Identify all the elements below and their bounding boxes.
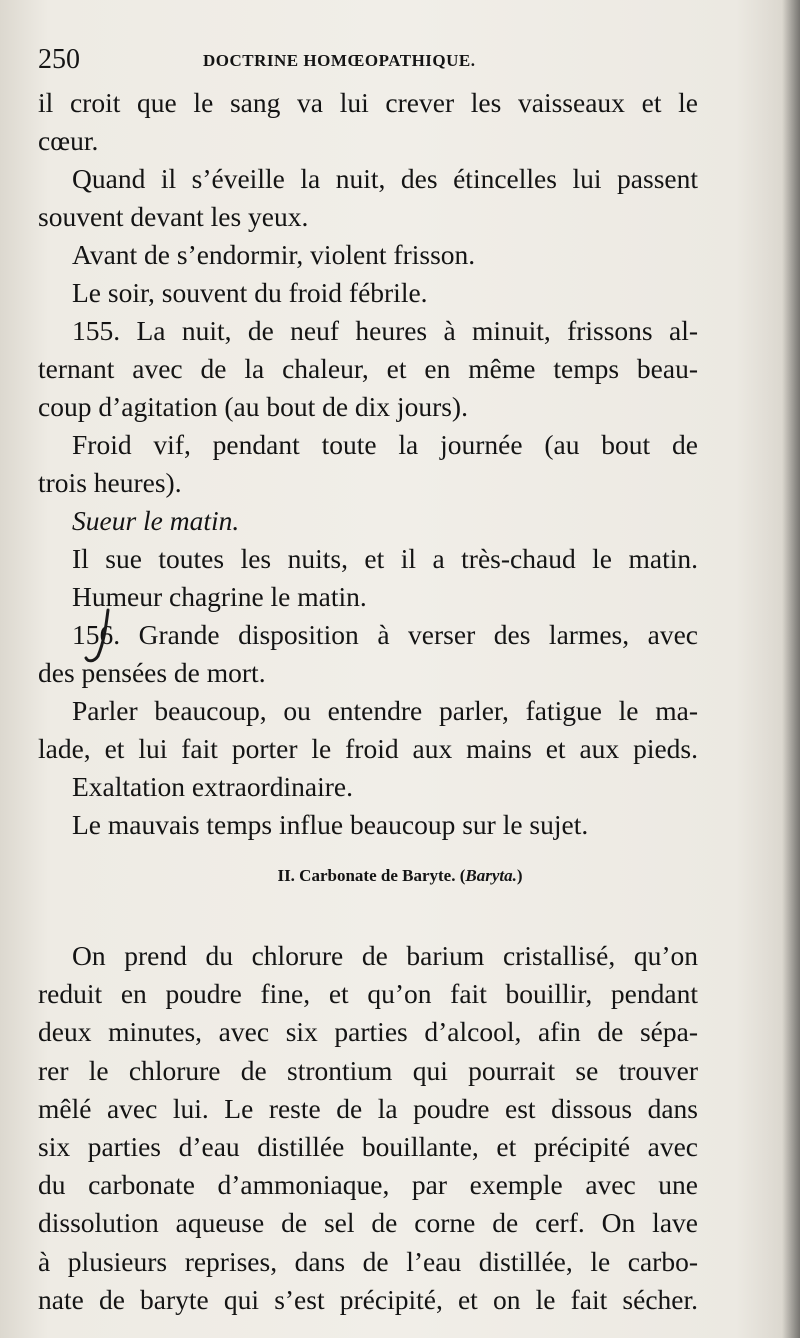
text-line: lade, et lui fait porter le froid aux mains et aux pieds. — [38, 733, 698, 764]
text-line: Quand il s’éveille la nuit, des étincelles lui passent — [72, 163, 698, 194]
text-line: Humeur chagrine le matin. — [72, 581, 367, 612]
text-line: à plusieurs reprises, dans de l’eau distillée, le carbo- — [38, 1245, 698, 1277]
section-subheading — [0, 866, 800, 886]
subheading-latin-name: Baryta. — [465, 866, 517, 885]
text-line: On prend du chlorure de barium cristallisé, qu’on — [72, 940, 698, 971]
text-line: nate de baryte qui s’est précipité, et on le fait sécher. — [38, 1283, 698, 1315]
text-line: Froid vif, pendant toute la journée (au bout de — [72, 429, 698, 460]
text-line: il croit que le sang va lui crever les vaisseaux et le — [38, 87, 698, 118]
text-line: Le soir, souvent du froid fébrile. — [72, 277, 428, 308]
text-line: cœur. — [38, 125, 99, 156]
body-text-section-2 — [38, 937, 698, 1319]
text-line: du carbonate d’ammoniaque, par exemple avec une — [38, 1169, 698, 1201]
body-text-section-1 — [38, 84, 698, 844]
text-line: coup d’agitation (au bout de dix jours). — [38, 391, 468, 422]
text-line: rer le chlorure de strontium qui pourrait se trouver — [38, 1054, 698, 1086]
paragraph-155-start: 155. La nuit, de neuf heures à minuit, frissons al- — [72, 315, 698, 346]
text-line: dissolution aqueuse de sel de corne de cerf. On lave — [38, 1207, 698, 1239]
text-line-italic: Sueur le matin. — [72, 505, 240, 536]
subheading-close: ) — [516, 866, 523, 885]
text-line: mêlé avec lui. Le reste de la poudre est dissous dans — [38, 1092, 698, 1124]
text-line: Parler beaucoup, ou entendre parler, fatigue le ma- — [72, 695, 698, 726]
page-header — [38, 44, 698, 84]
page-number: 250 — [38, 44, 80, 75]
text-line: trois heures). — [38, 467, 182, 498]
text-line: reduit en poudre fine, et qu’on fait bouillir, pendant — [38, 978, 698, 1010]
text-line: Exaltation extraordinaire. — [72, 771, 353, 802]
handwritten-mark-icon — [84, 606, 124, 666]
text-line: deux minutes, avec six parties d’alcool, afin de sépa- — [38, 1016, 698, 1048]
page-spine-shadow — [782, 0, 800, 1338]
running-title: DOCTRINE HOMŒOPATHIQUE. — [203, 51, 476, 70]
paragraph-156-start: 156. Grande disposition à verser des larmes, avec — [72, 619, 698, 650]
text-line: Avant de s’endormir, violent frisson. — [72, 239, 476, 270]
text-line: six parties d’eau distillée bouillante, et précipité avec — [38, 1130, 698, 1162]
subheading-text: II. Carbonate de Baryte. ( — [277, 866, 466, 885]
text-line: Le mauvais temps influe beaucoup sur le sujet. — [72, 809, 589, 840]
text-line: souvent devant les yeux. — [38, 201, 309, 232]
text-line: ternant avec de la chaleur, et en même temps beau- — [38, 353, 698, 384]
text-line: des pensées de mort. — [38, 657, 266, 688]
text-line: Il sue toutes les nuits, et il a très-chaud le matin. — [72, 543, 698, 574]
